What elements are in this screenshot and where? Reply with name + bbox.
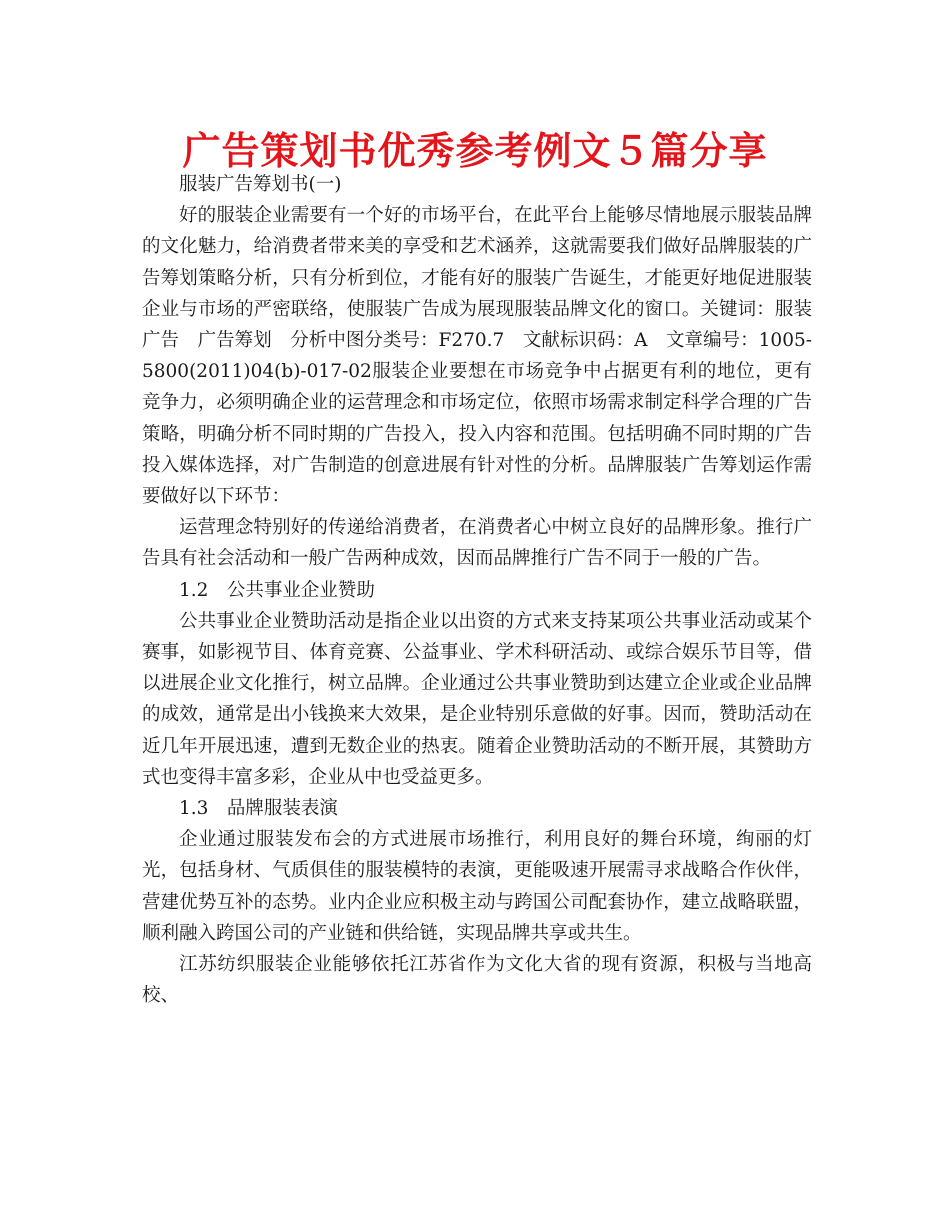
document-body [142, 169, 812, 1011]
paragraph: 运营理念特别好的传递给消费者，在消费者心中树立良好的品牌形象。推行广告具有社会活动和一般广告两种成效，因而品牌推行广告不同于一般的广告。 [142, 517, 812, 570]
section-heading: 1.2 公共事业企业赞助 [179, 579, 375, 601]
section-heading: 服装广告筹划书(一) [179, 174, 342, 195]
section-heading: 1.3 品牌服装表演 [179, 798, 338, 820]
paragraph: 好的服装企业需要有一个好的市场平台，在此平台上能够尽情地展示服装品牌的文化魅力，给消费者带来美的享受和艺术涵养，这就需要我们做好品牌服装的广告筹划策略分析，只有分析到位，才能有好的服装广告诞生，才能更好地促进服装企业与市场的严密联络，使服装广告成为展现服装品牌文化的窗口。关键词：服装广告 广告筹划 分析中图分类号：F270.7 文献标识码：A 文章编号：1005-5800(2011)04(b)-017-02服装企业要想在市场竞争中占据更有利的地位，更有竞争力，必须明确企业的运营理念和市场定位，依照市场需求制定科学合理的广告策略，明确分析不同时期的广告投入，投入内容和范围。包括明确不同时期的广告投入媒体选择，对广告制造的创意进展有针对性的分析。品牌服装广告筹划运作需要做好以下环节： [142, 205, 812, 508]
paragraph: 公共事业企业赞助活动是指企业以出资的方式来支持某项公共事业活动或某个赛事，如影视节目、体育竞赛、公益事业、学术科研活动、或综合娱乐节目等，借以进展企业文化推行，树立品牌。企业通过公共事业赞助到达建立企业或企业品牌的成效，通常是出小钱换来大效果，是企业特别乐意做的好事。因而，赞助活动在近几年开展迅速，遭到无数企业的热衷。随着企业赞助活动的不断开展，其赞助方式也变得丰富多彩，企业从中也受益更多。 [142, 610, 812, 788]
paragraph: 企业通过服装发布会的方式进展市场推行，利用良好的舞台环境，绚丽的灯光，包括身材、气质俱佳的服装模特的表演，更能吸速开展需寻求战略合作伙伴，营建优势互补的态势。业内企业应积极主动与跨国公司配套协作，建立战略联盟，顺利融入跨国公司的产业链和供给链，实现品牌共享或共生。 [142, 829, 812, 944]
paragraph: 江苏纺织服装企业能够依托江苏省作为文化大省的现有资源，积极与当地高校、 [142, 954, 812, 1007]
document-title: 广告策划书优秀参考例文５篇分享 [182, 129, 768, 173]
